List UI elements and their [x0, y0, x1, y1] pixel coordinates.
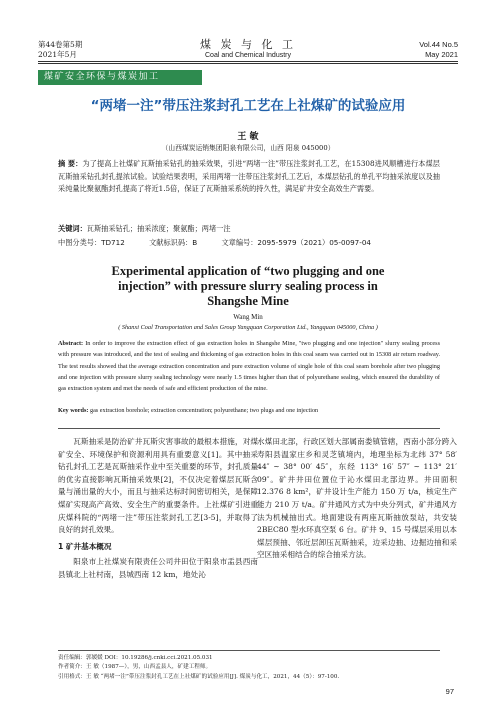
volume-info — [419, 40, 458, 60]
footnotes — [58, 654, 440, 682]
page-number: 97 — [445, 687, 454, 696]
english-affiliation: ( Shanxi Coal Transportation and Sales Group Yangquan Corporation Ltd., Yangquan 045000, China ) — [118, 324, 378, 331]
english-title: Experimental application of “two plugging and one injection” with pressure slurry sealing process in Shangshe Mine — [111, 264, 385, 308]
section-heading: 1 矿井基本概况 — [58, 541, 112, 551]
clc-number: 中图分类号：TD712 — [58, 238, 125, 247]
abstract-zh — [58, 158, 440, 196]
keywords-zh-text: 瓦斯抽采钻孔；抽采浓度；聚氨酯；两堵一注 — [86, 224, 231, 233]
abstract-divider — [58, 428, 440, 429]
document-code: 文献标识码：B — [149, 238, 198, 247]
author-affiliation: （山西煤炭运销集团阳泉有限公司，山西 阳泉 045000） — [161, 144, 335, 152]
paper-title: “两堵一注”带压注浆封孔工艺在上社煤矿的试验应用 — [90, 98, 406, 114]
section-banner: 煤矿安全环保与煤炭加工 — [38, 70, 202, 85]
issue-date: 2021年5月 — [38, 50, 77, 59]
english-keywords-label: Key words: — [58, 407, 89, 414]
header-rule-thin — [38, 63, 458, 64]
abstract-zh-text: 为了提高上社煤矿瓦斯抽采钻孔的抽采效果，引进“两堵一注”带压注浆封孔工艺，在15308进风顺槽进行本煤层瓦斯抽采钻孔封孔提浓试验。试验结果表明，采用两堵一注带压注浆封孔工艺后，本煤层钻孔的单孔平均抽采浓度以及抽采纯量比聚氨酯封孔提高了将近1.5倍，保证了瓦斯抽采系统的持久性，满足矿井安全高效生产需要。 — [58, 159, 440, 194]
body-paragraph: 阳泉市上社煤炭有限责任公司井田位于阳泉市盂县西南县镇北上社村南，县城西南 12 km，地处沁 — [58, 557, 258, 579]
header-rule — [38, 61, 458, 62]
author-intro: 作者简介：王 敏（1987—），男，山西孟县人，矿建工程师。 — [58, 664, 212, 671]
body-column-right — [257, 436, 457, 562]
english-abstract-label: Abstract: — [58, 340, 84, 347]
author-name: 王 敏 — [237, 132, 259, 142]
english-author: Wang Min — [233, 313, 263, 321]
volume-month: May 2021 — [425, 50, 458, 59]
english-abstract — [58, 338, 440, 394]
body-paragraph: 水煤田北部，行政区划大部属南娄镇管辖，西南小部分跨入寿阳县温家庄乡和灵芝镇境内，地理坐标为北纬 37° 58′ 44″ ~ 38° 00′ 45″，东经 113° 16′ 57″ ~ 113° 21′ 09″。矿井井田位置位于沁水煤田北部边界。井田面积 12.376 8 km²，矿井设计生产能力 150 万 t/a，核定生产能力 210 万 t/a。矿井通风方式为中央分列式，矿井通风方法为机械抽出式。地面建设有两座瓦斯抽放泵站，共安装 2BEC80 型水环真空泵 6 台。矿井 9、15 号煤层采用以本煤层预抽、邻近层卸压瓦斯抽采，边采边抽、边掘边抽和采空区抽采相结合的综合抽采方法。 — [257, 437, 457, 560]
issue-number: 第44卷第5期 — [38, 40, 83, 49]
classification-line — [58, 237, 440, 248]
keywords-zh-label: 关键词： — [58, 224, 87, 233]
footnote-divider — [58, 650, 440, 651]
journal-name-en: Coal and Chemical Industry — [205, 52, 291, 59]
english-abstract-text: In order to improve the extraction effect of gas extraction holes in Shangshe Mine, "two plugging and one injection" slurry sealing process with pressure was introduced, and the test of sealing and thickening of gas extraction holes in this coal seam was carried out in 15308 air return roadway. The test results showed that the average extraction concentration and pure extraction volume of single hole of this coal seam borehole after two plugging and one injection with pressure slurry sealing technology were nearly 1.5 times higher than that of polyurethane sealing, which ensured the durability of gas extraction system and met the needs of safe and efficient production of the mine. — [58, 340, 440, 393]
volume-number: Vol.44 No.5 — [419, 40, 458, 49]
citation-format: 引用格式：王 敏 “两堵一注”带压注浆封孔工艺在上社煤矿的试验应用[J]. 煤炭与化工，2021，44（5）：97-100. — [58, 673, 340, 680]
english-keywords-text: gas extraction borehole; extraction concentration; polyurethane; two plugs and one injection — [89, 407, 319, 414]
article-number: 文章编号：2095-5979（2021）05-0097-04 — [221, 238, 371, 247]
editor-doi: 责任编辑：郭媛媛 DOI：10.19286/j.cnki.cci.2021.05.031 — [58, 655, 213, 661]
keywords-zh — [58, 223, 440, 234]
abstract-zh-label: 摘 要： — [58, 159, 83, 168]
body-column-left — [58, 436, 258, 582]
english-keywords — [58, 406, 440, 416]
journal-name-zh: 煤 炭 与 化 工 — [200, 38, 296, 51]
body-paragraph: 瓦斯抽采是防治矿井瓦斯灾害事故的最根本措施，对煤矿安全、环境保护和资源利用具有重要意义[1]。其中抽采钻孔封孔工艺是瓦斯抽采作业中至关重要的环节，封孔质量的优劣直接影响瓦斯抽采效果[2]，不仅决定着煤层瓦斯含量与涌出量的大小，而且与抽采达标时间密切相关，是保障煤矿实现高产高效、安全生产的重要条件。上社煤矿引进重庆煤科院的“两堵一注”带压注浆封孔工艺[3-5]，并取得了良好的封孔效果。 — [58, 437, 258, 535]
